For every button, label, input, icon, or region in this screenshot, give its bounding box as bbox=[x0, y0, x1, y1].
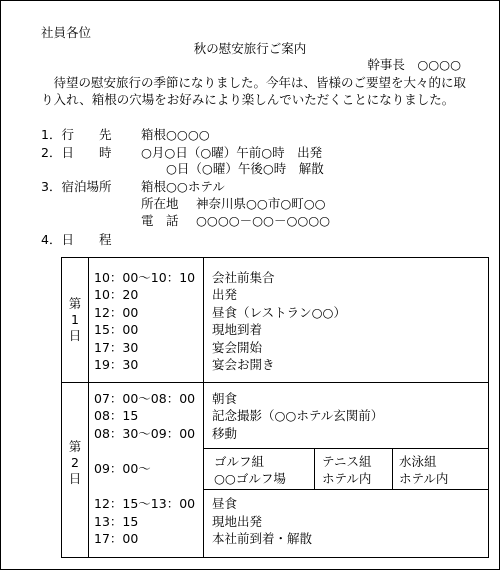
schedule-table bbox=[61, 257, 489, 558]
group-tennis-name: テニス組 bbox=[322, 454, 372, 469]
groups-bottom-line bbox=[203, 489, 488, 490]
group-golf-place: ○○ゴルフ場 bbox=[214, 471, 286, 486]
day2-time: 08：30～09：00 bbox=[94, 426, 196, 441]
item-lodging-phone: ○○○○－○○－○○○○ bbox=[196, 213, 331, 228]
group-tennis-place: ホテル内 bbox=[322, 471, 372, 486]
day2-time: 13：15 bbox=[94, 514, 139, 529]
sender: 幹事長 ○○○○ bbox=[367, 57, 461, 72]
item-destination-label: 1．行 先 bbox=[41, 127, 112, 142]
day1-time: 10：00～10：10 bbox=[94, 270, 196, 285]
item-lodging-phone-label: 電 話 bbox=[141, 213, 179, 228]
day2-time: 07：00～08：00 bbox=[94, 391, 196, 406]
day1-event: 宴会開始 bbox=[212, 340, 263, 355]
day1-time: 15：00 bbox=[94, 322, 139, 337]
day1-time: 17：30 bbox=[94, 340, 139, 355]
day1-time: 10：20 bbox=[94, 287, 139, 302]
day1-label: 第 1 日 bbox=[68, 296, 82, 343]
groups-divider-1 bbox=[314, 448, 315, 489]
group-swim-name: 水泳組 bbox=[399, 454, 437, 469]
table-divider-time-col bbox=[203, 258, 204, 557]
item-lodging-address: 神奈川県○○市○町○○ bbox=[196, 196, 326, 211]
document-title: 秋の慰安旅行ご案内 bbox=[193, 41, 307, 56]
group-swim-place: ホテル内 bbox=[399, 471, 449, 486]
day2-event: 朝食 bbox=[212, 391, 238, 406]
day2-event: 移動 bbox=[212, 426, 238, 441]
day2-time: 08：15 bbox=[94, 408, 139, 423]
item-lodging-label: 3．宿泊場所 bbox=[41, 179, 112, 194]
day2-time: 12：15～13：00 bbox=[94, 496, 196, 511]
day1-event: 宴会お開き bbox=[212, 357, 275, 372]
item-datetime-dismissal: ○日（○曜）午後○時 解散 bbox=[166, 161, 324, 176]
groups-divider-2 bbox=[392, 448, 393, 489]
body-paragraph: 待望の慰安旅行の季節になりました。今年は、皆様のご要望を大々的に取り入れ、箱根の穴場をお好みにより楽しんでいただくことになりました。 bbox=[41, 75, 467, 107]
groups-top-line bbox=[203, 448, 488, 449]
day2-event: 現地出発 bbox=[212, 514, 263, 529]
day1-time: 12：00 bbox=[94, 305, 139, 320]
item-destination-value: 箱根○○○○ bbox=[141, 127, 210, 142]
day1-event: 現地到着 bbox=[212, 322, 263, 337]
item-datetime-label: 2．日 時 bbox=[41, 145, 112, 160]
item-schedule-label: 4．日 程 bbox=[41, 232, 112, 247]
item-lodging-address-label: 所在地 bbox=[141, 196, 179, 211]
table-divider-day-col bbox=[88, 258, 89, 557]
table-divider-days bbox=[62, 382, 488, 383]
day1-time: 19：30 bbox=[94, 357, 139, 372]
day1-event: 昼食（レストラン○○） bbox=[212, 305, 346, 320]
day2-time: 17：00 bbox=[94, 531, 139, 546]
day2-event: 昼食 bbox=[212, 496, 238, 511]
day2-event: 記念撮影（○○ホテル玄関前） bbox=[212, 408, 384, 423]
addressee: 社員各位 bbox=[41, 25, 92, 40]
day2-event: 本社前到着・解散 bbox=[212, 531, 313, 546]
item-lodging-name: 箱根○○ホテル bbox=[141, 179, 225, 194]
day1-event: 出発 bbox=[212, 287, 238, 302]
day2-group-time: 09：00～ bbox=[94, 461, 151, 476]
item-datetime-departure: ○月○日（○曜）午前○時 出発 bbox=[141, 145, 323, 160]
day2-label: 第 2 日 bbox=[68, 439, 82, 486]
day1-event: 会社前集合 bbox=[212, 270, 275, 285]
group-golf-name: ゴルフ組 bbox=[214, 454, 265, 469]
